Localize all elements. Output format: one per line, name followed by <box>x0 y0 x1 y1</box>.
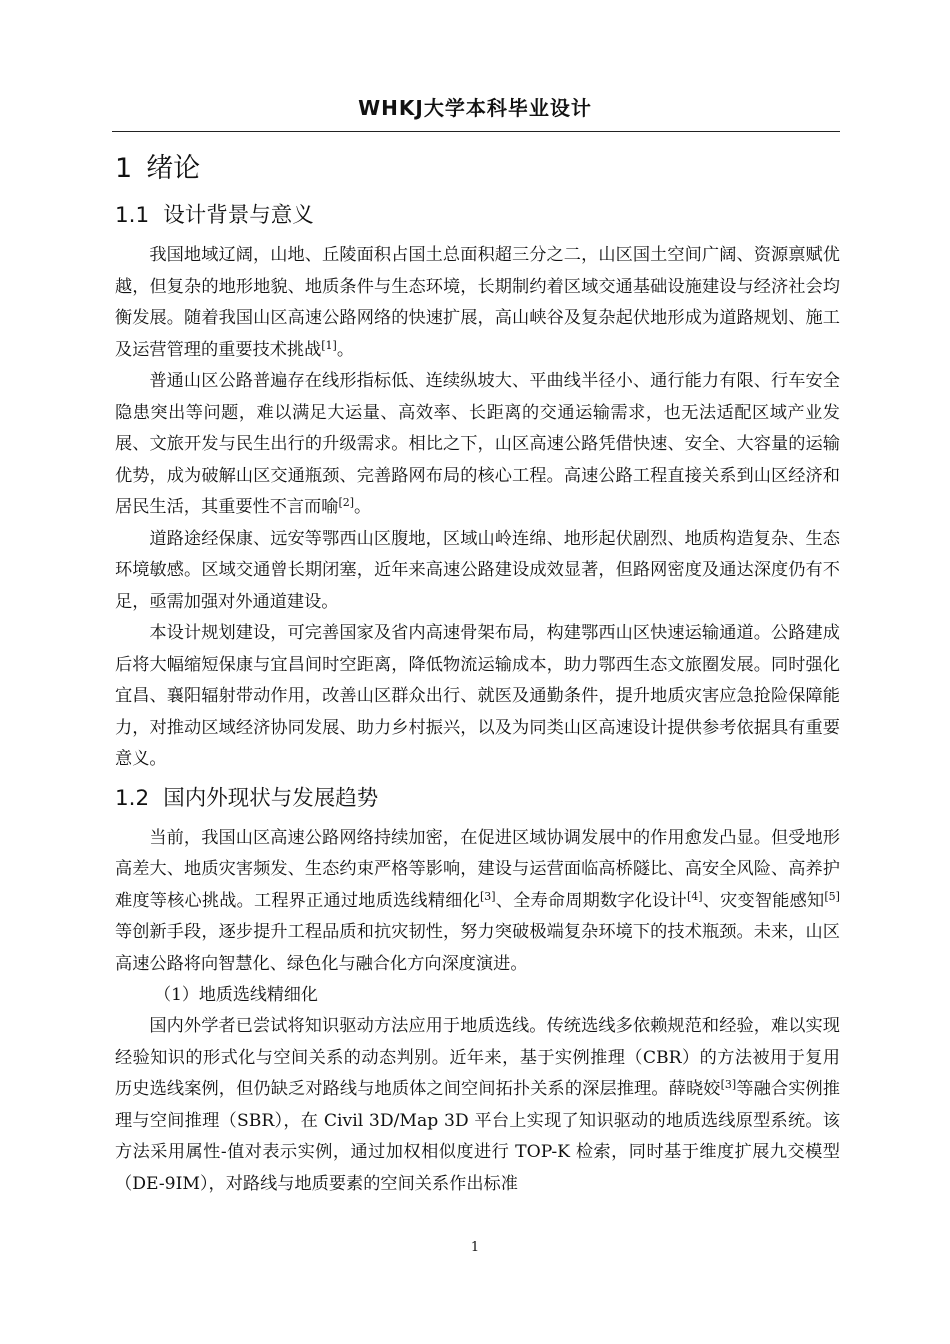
chapter-title: 绪论 <box>146 153 201 184</box>
subsection-heading: （1）地质选线精细化 <box>154 985 318 1005</box>
section-title: 国内外现状与发展趋势 <box>163 785 379 811</box>
section-heading-1-2 <box>115 782 840 815</box>
citation: [1] <box>321 338 337 352</box>
page-number: 1 <box>470 1240 480 1255</box>
running-header: WHKJ大学本科毕业设计 <box>358 96 592 120</box>
citation: [2] <box>338 495 355 509</box>
paragraph <box>115 240 840 366</box>
section-heading-1-1 <box>115 199 840 232</box>
paragraph-text: 等融合实例推理与空间推理（SBR），在 Civil 3D/Map 3D 平台上实现了知识驱动的地质选线原型系统。该方法采用属性-值对表示实例，通过加权相似度进行 TOP-K 检索，同时基于维度扩展九交模型（DE-9IM），对路线与地质要素的空间关系作出标准 <box>115 1079 840 1194</box>
paragraph-text: 国内外学者已尝试将知识驱动方法应用于地质选线。传统选线多依赖规范和经验，难以实现经验知识的形式化与空间关系的动态判别。近年来，基于实例推理（CBR）的方法被用于复用历史选线案例，但仍缺乏对路线与地质体之间空间拓扑关系的深层推理。薛晓姣 <box>115 1016 840 1099</box>
paragraph-text: 、全寿命周期数字化设计 <box>495 890 687 911</box>
section-number: 1.2 <box>115 785 150 811</box>
citation: [4] <box>686 889 703 903</box>
paragraph <box>115 366 840 524</box>
paragraph-text: 我国地域辽阔，山地、丘陵面积占国土总面积超三分之二，山区国土空间广阔、资源禀赋优越，但复杂的地形地貌、地质条件与生态环境，长期制约着区域交通基础设施建设与经济社会均衡发展。随着我国山区高速公路网络的快速扩展，高山峡谷及复杂起伏地形成为道路规划、施工及运营管理的重要技术挑战 <box>115 245 840 360</box>
paragraph <box>115 823 840 981</box>
chapter-number: 1 <box>115 153 133 184</box>
page-body <box>115 138 840 1200</box>
citation: [3] <box>720 1077 737 1091</box>
paragraph <box>115 1011 840 1200</box>
paragraph-text: 等创新手段，逐步提升工程品质和抗灾韧性，努力突破极端复杂环境下的技术瓶颈。未来，山区高速公路将向智慧化、绿色化与融合化方向深度演进。 <box>115 922 840 974</box>
paragraph-text: 。 <box>336 339 355 360</box>
citation: [5] <box>824 889 840 903</box>
chapter-heading <box>115 146 840 185</box>
paragraph: 道路途经保康、远安等鄂西山区腹地，区域山岭连绵、地形起伏剧烈、地质构造复杂、生态环境敏感。区域交通曾长期闭塞，近年来高速公路建设成效显著，但路网密度及通达深度仍有不足，亟需加强对外通道建设。 <box>115 528 840 612</box>
paragraph-text: 当前，我国山区高速公路网络持续加密，在促进区域协调发展中的作用愈发凸显。但受地形高差大、地质灾害频发、生态约束严格等影响，建设与运营面临高桥隧比、高安全风险、高养护难度等核心挑战。工程界正通过地质选线精细化 <box>115 827 840 911</box>
citation: [3] <box>479 889 496 903</box>
paragraph-text: 。 <box>354 497 372 517</box>
paragraph: 本设计规划建设，可完善国家及省内高速骨架布局，构建鄂西山区快速运输通道。公路建成后将大幅缩短保康与宜昌间时空距离，降低物流运输成本，助力鄂西生态文旅圈发展。同时强化宜昌、襄阳辐射带动作用，改善山区群众出行、就医及通勤条件，提升地质灾害应急抢险保障能力，对推动区域经济协同发展、助力乡村振兴，以及为同类山区高速设计提供参考依据具有重要意义。 <box>115 623 840 769</box>
header-divider <box>112 131 840 132</box>
paragraph-text: 普通山区公路普遍存在线形指标低、连续纵坡大、平曲线半径小、通行能力有限、行车安全隐患突出等问题，难以满足大运量、高效率、长距离的交通运输需求，也无法适配区域产业发展、文旅开发与民生出行的升级需求。相比之下，山区高速公路凭借快速、安全、大容量的运输优势，成为破解山区交通瓶颈、完善路网布局的核心工程。高速公路工程直接关系到山区经济和居民生活，其重要性不言而喻 <box>115 371 840 517</box>
section-number: 1.1 <box>115 203 150 228</box>
paragraph-text: 、灾变智能感知 <box>702 890 825 911</box>
section-title: 设计背景与意义 <box>163 203 314 228</box>
